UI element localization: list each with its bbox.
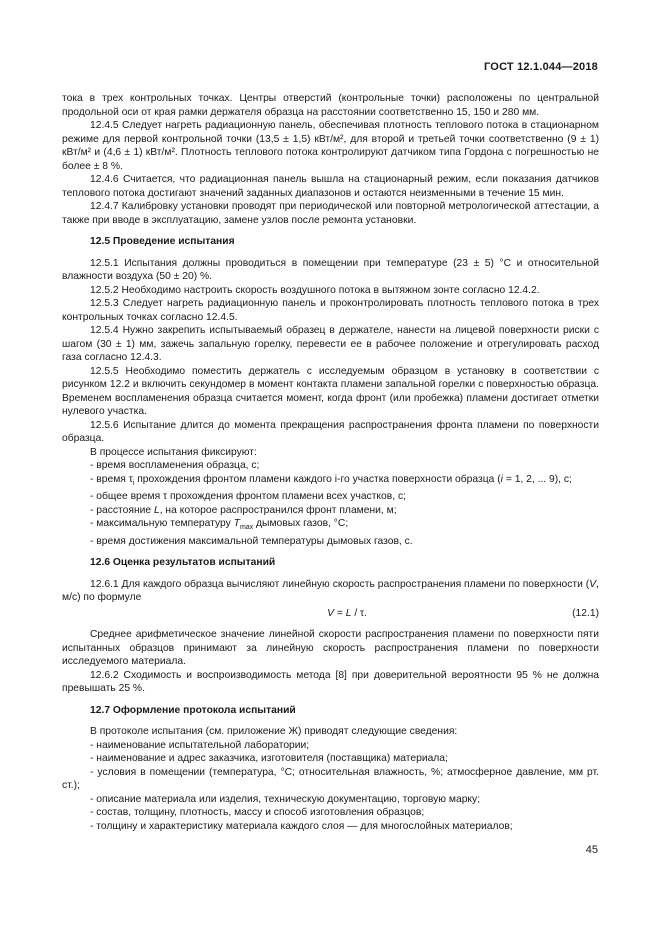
paragraph-12-4-7: 12.4.7 Калибровку установки проводят при периодической или повторной метрологической аттестации, а также при вводе в эксплуатацию, замене узлов после ремонта установки. [62,201,599,226]
paragraph-12-4-6: 12.4.6 Считается, что радиационная панель вышла на стационарный режим, если показания датчиков теплового потока достигают значений заданных диапазонов и остаются неизменными в течение 15 мин. [62,174,599,199]
paragraph-12-5-2: 12.5.2 Необходимо настроить скорость воздушного потока в вытяжном зонте согласно 12.4.2. [90,284,540,296]
document-body [62,92,599,833]
list-item: - толщину и характеристику материала каждого слоя — для многослойных материалов; [90,820,513,832]
paragraph-12-6-2: 12.6.2 Сходимость и воспроизводимость метода [8] при доверительной вероятности 95 % не должна превышать 25 %. [62,669,599,695]
list-item: - наименование испытательной лаборатории; [90,739,310,751]
page-number: 45 [585,844,598,856]
list-item: - время $\tau_i$ прохождения фронтом пламени каждого i-го участка поверхности образца (i = 1, 2, ... 9), с; [90,473,572,487]
list-item: - общее время τ прохождения фронтом пламени всех участков, с; [90,491,406,503]
section-heading-12-5: 12.5 Проведение испытания [90,236,235,247]
list-item: - наименование и адрес заказчика, изготовителя (поставщика) материала; [90,753,448,765]
list-item: - состав, толщину, плотность, массу и способ изготовления образцов; [90,807,425,819]
section-heading-12-6: 12.6 Оценка результатов испытаний [90,557,276,569]
paragraph-continuation: тока в трех контрольных точках. Центры отверстий (контрольные точки) расположены по центральной продольной оси от края рамки держателя образца на расстоянии соответственно 15, 150 и 280 мм. [62,93,599,118]
formula-12-1 [62,607,599,621]
paragraph-12-5-5: 12.5.5 Необходимо поместить держатель с исследуемым образцом в установку в соответствии с рисунком 12.2 и включить секундомер в момент контакта пламени запальной горелки с поверхностью образца. Временем воспламенения образца считается момент, когда фронт (или пробежка) пламени достигает отметки нулевого участка. [62,365,599,417]
document-header: ГОСТ 12.1.044—2018 [484,61,598,73]
list-item: - максимальную температуру $T_{max}$ дымовых газов, °С; [90,518,349,532]
paragraph-12-5-4: 12.5.4 Нужно закрепить испытываемый образец в держателе, нанести на лицевой поверхности риски с шагом (30 ± 1) мм, зажечь запальную горелку, перевести ее в рабочее положение и отрегулировать расход газа согласно 12.4.3. [62,325,599,363]
list-item: - расстояние L, на которое распространился фронт пламени, м; [90,504,397,516]
paragraph-12-5-6: 12.5.6 Испытание длится до момента прекращения распространения фронта пламени по поверхности образца. [62,419,599,444]
paragraph-mean-speed: Среднее арифметическое значение линейной скорости распространения пламени по поверхности пяти испытанных образцов принимают за линейную скорость распространения пламени по поверхности исследуемого материала. [62,629,599,668]
paragraph-12-6-1: 12.6.1 Для каждого образца вычисляют линейную скорость распространения пламени по поверхности (V, м/с) по формуле [62,578,599,604]
formula-expression: V = L / τ. [327,607,367,619]
formula-number: (12.1) [572,607,599,619]
list-intro: В протоколе испытания (см. приложение Ж) приводят следующие сведения: [90,726,458,738]
list-item: - описание материала или изделия, техническую документацию, торговую марку; [90,793,481,805]
section-heading-12-7: 12.7 Оформление протокола испытаний [90,704,296,716]
list-item: - условия в помещении (температура, °С; относительная влажность, %; атмосферное давление, мм рт. ст.); [62,766,599,792]
list-intro: В процессе испытания фиксируют: [90,446,257,458]
paragraph-12-4-5: 12.4.5 Следует нагреть радиационную панель, обеспечивая плотность теплового потока в стационарном режиме для первой контрольной точки (13,5 ± 1,5) кВт/м², для второй и третьей точки соответственно (9 ± 1) кВт/м² и (4,6 ± 1) кВт/м². Плотность теплового потока контролируют датчиком типа Гордона с погрешностью не более ± 8 %. [62,120,599,172]
list-item: - время воспламенения образца, с; [90,460,260,471]
paragraph-12-5-1: 12.5.1 Испытания должны проводиться в помещении при температуре (23 ± 5) °С и относительной влажности воздуха (50 ± 20) %. [62,257,599,282]
list-item: - время достижения максимальной температуры дымовых газов, с. [90,535,413,547]
paragraph-12-5-3: 12.5.3 Следует нагреть радиационную панель и проконтролировать плотность теплового потока в трех контрольных точках согласно 12.4.5. [62,298,599,323]
